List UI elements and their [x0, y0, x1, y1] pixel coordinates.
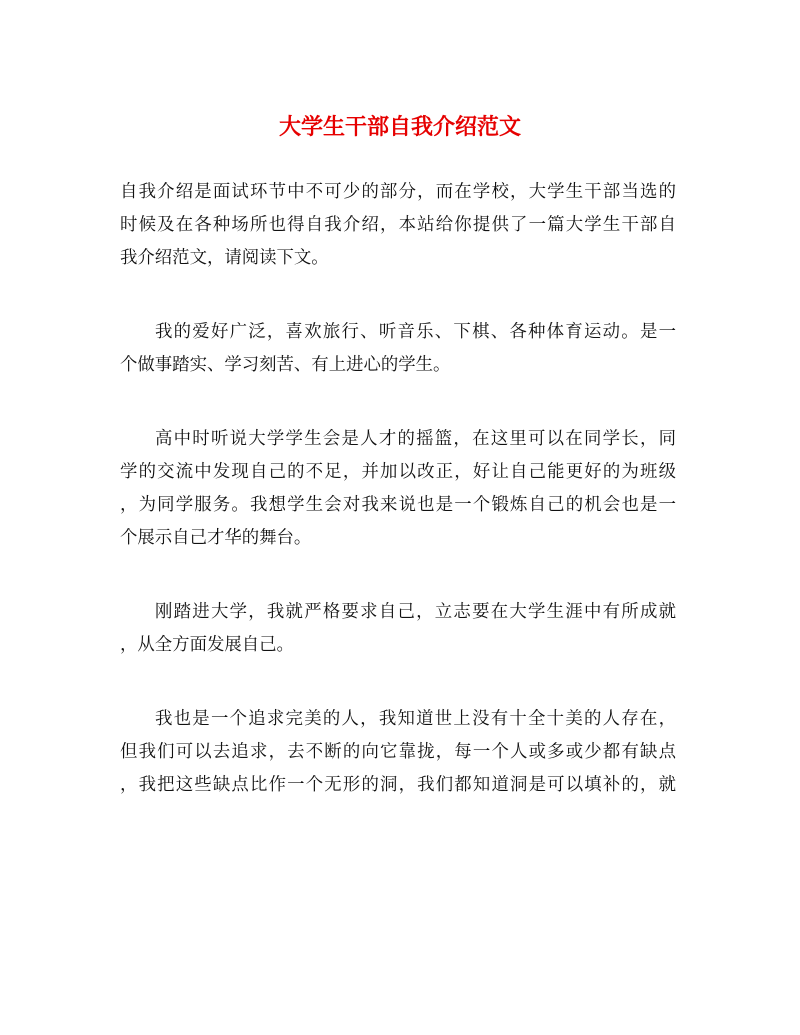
text-line: 我的爱好广泛，喜欢旅行、听音乐、下棋、各种体育运动。是一 [155, 322, 676, 342]
text-line: ，从全方面发展自己。 [120, 635, 294, 655]
text-line: 但我们可以去追求，去不断的向它靠拢，每一个人或多或少都有缺点 [120, 742, 676, 762]
text-line: 个做事踏实、学习刻苦、有上进心的学生。 [120, 355, 451, 375]
text-line: ，我把这些缺点比作一个无形的洞，我们都知道洞是可以填补的，就 [120, 775, 676, 795]
document-body [120, 176, 676, 843]
paragraph-intro [120, 176, 676, 275]
paragraph-student-union [120, 423, 676, 555]
text-line: 高中时听说大学学生会是人才的摇篮，在这里可以在同学长，同 [155, 429, 676, 449]
text-line: ，为同学服务。我想学生会对我来说也是一个锻炼自己的机会也是一 [120, 495, 676, 515]
paragraph-perfection [120, 703, 676, 802]
text-line: 个展示自己才华的舞台。 [120, 528, 312, 548]
document-title: 大学生干部自我介绍范文 [278, 114, 521, 140]
text-line: 我也是一个追求完美的人，我知道世上没有十全十美的人存在， [155, 709, 676, 729]
text-line: 学的交流中发现自己的不足，并加以改正，好让自己能更好的为班级 [120, 462, 676, 482]
paragraph-hobbies [120, 316, 676, 382]
paragraph-college-goals [120, 596, 676, 662]
text-line: 时候及在各种场所也得自我介绍，本站给你提供了一篇大学生干部自 [120, 215, 676, 235]
text-line: 我介绍范文，请阅读下文。 [120, 248, 329, 268]
text-line: 刚踏进大学，我就严格要求自己，立志要在大学生涯中有所成就 [155, 602, 676, 622]
text-line: 自我介绍是面试环节中不可少的部分，而在学校，大学生干部当选的 [120, 182, 676, 202]
